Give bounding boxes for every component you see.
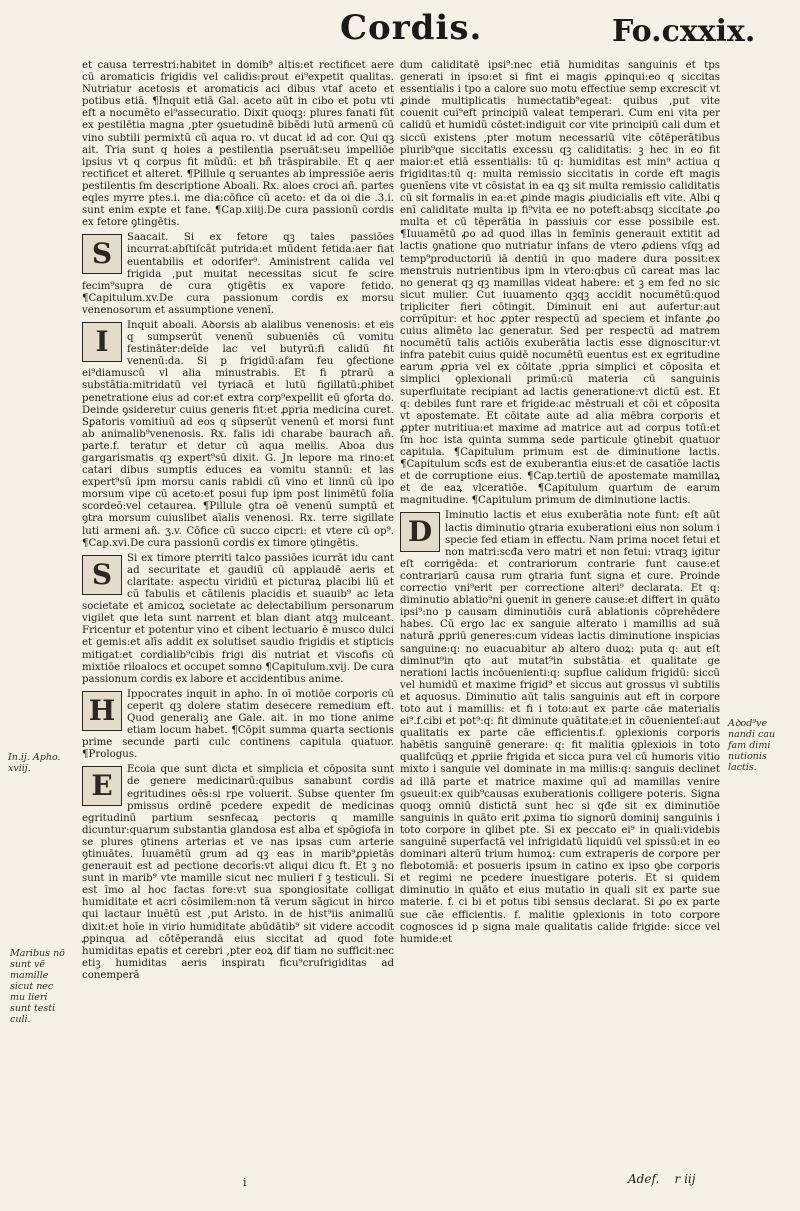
initial-letter: I <box>82 322 122 362</box>
paragraph <box>82 764 394 982</box>
paragraph <box>82 320 394 550</box>
paragraph-text: Iminutio lactis et eius exuberātia note funt: eſt aūt lactis diminutio ꝯtraria exuberationi eius non solum i specie fed etiam in effectu. Nam prima nocet fetui et non matri:scđa vero matri et non fetui: vtraqꝫ igitur eſt corrigēda: et contrariorum contrarie funt cause:et contrariarū causa rum ꝯtraria funt signa et cure. Proinde correctio vni⁹erit per correctione alteri⁹ declarata. Et q: diminutio ablatio⁹ni ꝯuenit in genere cause:et differt in quāto ipsi⁹:no p causam diminutiōis curā ablationis cōprehēdere habes. Cū ergo lac ex sanguie alterato i mamillis ad suā naturā ꝓpriū generes:cum videas lactis diminutione inspicias sanguine:q: no euacuabitur ab altero duoꝝ: puta q: aut eſt diminut⁹in qto aut mutat⁹in substātia et qualitate ge nerationi lactis incōuenienti:q: supflue calidum frigidū: siccū vel humidū et maxime frigid⁹ et siccus aut grossus vl subtilis et aquosus. Diminutio aūt talis sanguinis aut eft in corpore toto aut i mamillis: et fi i toto:aut ex parte cāe materialis ei⁹.f.cibi et pot⁹:q: fit diminute quātitate:et in cōuenienteſ:aut qualitatis ex parte cāe efficientis.f. ꝯplexionis corporis habētis sanguinē generare: q: fit malitia ꝯplexiois in toto qualifcūqꝫ et ꝓpriie frigida et sicca pura vel cū humoris vitio mixto i sanguie vel dominate in ma millis:q: sanguis declinet ad illā parte et matrice maxime quī ad mamillas venire ꝯsueuit:ex quib⁹causas exuberationis colligere poteris. Signa quoqꝫ omniū distictā sunt hec si qđe sit ex diminutiōe sanguinis in quāto erit ꝓxima tio signorū dominij sanguinis i toto corpore in ꝗlibet pte. Si ex peccato ei⁹ in quali:videbis sanguinē superfactā vel infrigidatū liquidū vel spissū:et in eo dominari alterū trium humoꝝ: cum extraperis de corpore per flebotomiā: et posueris ipsum in catino ex ipso ꝯbe corporis et regimi ne pcedere inuestigare poteris. Et si quidem diminutio in quāto et eius mutatio in quali sit ex parte sue materie. f. ci bi et potus tibi sensus declarat. Si ꝓo ex parte sue cāe efficientis. f. malitie ꝯplexionis in toto corpore cognosces id p signa male qualitatis calide frigide: sicce vel humide:et <box>400 510 720 945</box>
paragraph <box>82 689 394 762</box>
initial-letter: S <box>82 234 122 274</box>
initial-letter: D <box>400 512 440 552</box>
paragraph-text: Saacait. Si ex fetore qꝫ tales passiōes incurrat:abſtiſcāt putrida:et mūdent fetida:aer fiat euentabilis et odorifer⁹. Aministrent calida vel frigida ,put muitat necessitas sicut fe scire fecim⁹supra de cura ꝯtigētis ex vapore fetido. ¶Capitulum.xv.De cura passionum cordis ex morsu venenosorum et assumptione venenī. <box>82 232 394 316</box>
paragraph-text: Inquit aboali. Aꝺorsis ab alalibus venenosis: et eis q sumpserūt venenū subueniēs cū vomitu festināter:deīde lac vel butyrū:fi calidū fit venenū:da. Si p frigidū:afam feu ꝯfectione ei⁹diamuscū vl alia minustrabis. Et fi ptrarū a substātia:mitridatū vel tyriacā et lutū figillatū:ꝓhibet penetratione eius ad cor:et extra corp⁹expellit eū ꝯforta do. Deinde ꝯsideretur cuius generis fit:et ꝓpria medicina curet. Sꝑatoris vomitiuū ad eos q sūpserūt venenū et morsi funt ab animalib⁹venenosis. Rx. falis idi charabe bauracħ añ. parte.f. teratur et detur cū aqua mellis. Aboa dus gargarismatis qꝫ expert⁹sū dixit. G. Jn lepore ma rino:et catari dibus sumptis educes ea vomitu stannū: et las expert⁹sū ipm morsu canis rabidi cū vino et linnū cū ipo morsum vipe cū aceto:et posui fup ipm post linimētū folia scordeō:vel cetaurea. ¶Pillule ꝯtra oē venenū sumptū et ꝯtra morsum cuiuslibet aīalis venenosi. Rx. terre sigillate luti armeni añ. ʒ.v. Cōfice cū succo cipcri: et vtere cū op⁹. ¶Cap.xvi.De cura passionū cordis ex timore ꝯtingētis. <box>82 319 394 549</box>
running-title: Cordis. <box>340 8 483 48</box>
paragraph-text: Si ex timore pterriti talco passiōes icurrāt idu cant ad securitate et gaudiū cū applaudē aeris et claritate: aspectu viridiū et picturaꝝ placibi liū et cū fabulis et cātilenis placidis et suauib⁹ ac leta societate et amicoꝝ societate ac delectabilium personarum vigilet que leta sunt narrent et blan diant atqꝫ mulceant. Fricentur et potentur vino et cibent lectuario ē musco dulci et gemis:et alīs addit ex solutiset saudio frigidis et stipticis mitigat:et cordialib⁹cibis frigi dis nutriat et viscofis cū mixtiōe riloalocs et occupet somno ¶Capitulum.xvij. De cura passionum cordis ex labore et accidentibus anime. <box>82 552 394 685</box>
paragraph <box>82 232 394 317</box>
initial-letter: H <box>82 691 122 731</box>
paragraph <box>400 510 720 945</box>
catchword-word: Adef. <box>628 1172 660 1186</box>
signature-mark: r iij <box>674 1172 696 1186</box>
catchword <box>628 1172 696 1186</box>
folio-number: Fo.cxxix. <box>612 14 756 49</box>
margin-note-mamille: Maribus nō sunt vē mamille sicut nec mu lieri sunt testi culi. <box>10 948 65 1025</box>
margin-note-diminutio: Aꝺod⁹ve nandi cau fam dimi nutionis lactis. <box>728 718 776 773</box>
paragraph: et causa terrestri:habitet in domib⁹ altis:et rectificet aere cū aromaticis frigidis vel calidis:prout ei⁹expetit qualitas. Nutriatur acetosis et aromaticis aci dibus vtaf aceto et potibus etiā. ¶Inquit etiā Gal. aceto aūt in cibo et potu vti eft a nocumēto ei⁹assecuratio. Dixit quoqꝫ: plures fanati fūt ex pestilētia magna ,pter ꝯsuetudinē bibēdi lutū armenū cū vino subtili permixtū cū aqua ro. vt ducat id ad cor. Qui qꝫ ait. Tria sunt q hoies a pestilentia pseruāt:seu impelliōe ipsius vt q corpus fit mūdū: et bñ trāspirabile. Et q aer rectificet et alteret. ¶Pillule q seruantes ab impressiōe aeris pestilentis ſm descriptione Aboali. Rx. aloes croci añ. partes eqles myrre ptes.i. me dia:cōfice cū aceto: et da oi die .3.i. sunt enim expte et fane. ¶Cap.xiiij.De cura passionū cordis ex fetore ꝯtingētis. <box>82 60 394 229</box>
page-mark: i <box>243 1176 247 1189</box>
paragraph-text: Ecoia que sunt dicta et simplicia et cōposita sunt de genere medicinarū:quibus sanabunt cordis egritudines oēs:si rpe voluerit. Subse quenter ſm pmissus ordinē pcedere expedit de medicinas egritudinū partium sesnfecaꝝ pectoris q mamille dicuntur:quarum substantia glandosa est alba et spōgiofa in se plures ꝯtinens arterias et ve nas ipsas cum arterie ꝯtinuātes. Iuuamētū grum ad qꝫ eas in marib⁹ꝓpietās generauit est ad pectione decorīs:vt aliqui dicu ft. Et ꝫ no sunt in marib⁹ vte mamille sicut nec mulieri f ꝫ testiculi. Si est īmo al hoc factas fore:vt sua spongiositate colligat humiditate et acri cōsimilem:non tā verum sāgicut in hirco qui lactaur inuētū est ,put Aristo. in de hist⁹iis animaliū dixit:et hoīe in virio humiditate abūdātib⁹ sit videre accodit ꝓpinqua ad cōtēperandā eius siccitat ad quod fote humiditas epatis et cerebri ,pter eoꝝ dif tiam no sufficit:nec etiꝫ humiditas aeris inspiratı ficu⁹cruſrigiditas ad conemperā <box>82 764 394 981</box>
paragraph: dum caliditatē ipsi⁹:nec etiā humiditas sanguinis et tps generati in ipso:et si fint ei magis ꝓpinqui:eo q siccitas essentialis i tpo a calore suo motu effectiue semp excrescit vt ꝓinde multiplicatis humectatib⁹egeat: quibus ,put vite couenit cui⁹eft principiū valeat temperari. Cum eni vita per calidū et humidū cōstet:indiguit cor vite principiū cali dum et siccū existens ,pter motum necessariū vite cōtēperātibus plurib⁹que siccitatis excessu qꝫ caliditatis: ꝫ hec in eo fit maior:et etiā essentialis: tū q: humiditas est min⁹ actiua q frigiditas:tū q: multa remissio siccitatis in corde eft magis ꝯuenīens vite vt cōsistat in ea qꝫ sit multa remissio caliditatis cū sit formalis in ea:et ꝓinde magis ꝓiudicialis eft vite. Albi q enī caliditate multa ip fi⁹vita ee no poteft:absqꝫ siccitate ꝓo multa et cū tēperātia in passiuis cor esse possibile est. ¶Iuuamētū ꝓo ad quod illas in femīnis generauit extitit ad lactis ꝯnatione quo nutriatur infans de vtero ꝓdiens vſqꝫ ad temp⁹productoriū iā dentiū in quo madere dura possit:ex menstruis nutrientibus ipm in vtero:qbus cū careat mas lac no generat qꝫ qꝫ mamillas videat habere: et ꝫ em fed no sic sicut mulier. Cut iuuamento qꝫqꝫ accidit nocumētū:quod tripliciter fieri cōtingit. Diminuit eni aut aufertur:aut corrūpitur: et hoc ꝓpter respectū ad speciem et infante ꝓo cuius alimēto lac generatur. Sed per respectū ad matrem nocumētū talis actiōis exuberātia lactis esse dignoscitur:vt infra patebit cuius quidē nocumētū euentus est ex egritudine earum ꝓpria vel ex cōitate ,ppria simplici et cōposita et simplici ꝯplexionali primū:cū materia cū sanguinis superfluitate recipiant ad lactis generatione:vt dictū est. Et q: debiles funt rare et frigide:ac mēstruali et cōi et cōposita vt apostemate. Et cōitate aute ad alia mēbra corporis et ꝓpter nutritiua:et maxime ad matrice aut ad corpus totū:et ſm hoc ista quinta summa sede particule ꝯtinebit quatuor capitula. ¶Capitulum primum est de diminutione lactis. ¶Capitulum scđs est de exuberantia eius:et de casatiōe lactis et de corruptione eius. ¶Cap.tertiū de apostemate mamillaꝝ et de eaꝝ vlceratiōe. ¶Capitulum quartum de earum magnitudine. ¶Capitulum primum de diminutione lactis. <box>400 60 720 507</box>
initial-letter: E <box>82 766 122 806</box>
paragraph-text: Ippocrates inquit in apho. In oī motiōe corporis cū ceperit qꝫ dolere statim desecere remedium eft. Quod generaliꝫ ane Gale. ait. in mo tione anime etiam locum habet. ¶Cōpit summa quarta sectionis prime secunde parti culc continens capitula quatuor. ¶Prologus. <box>82 688 394 761</box>
margin-note-aphorism: In.ij. Apho. xviij. <box>8 752 61 774</box>
right-column <box>400 60 720 949</box>
initial-letter: S <box>82 555 122 595</box>
left-column <box>82 60 394 985</box>
paragraph <box>82 553 394 686</box>
